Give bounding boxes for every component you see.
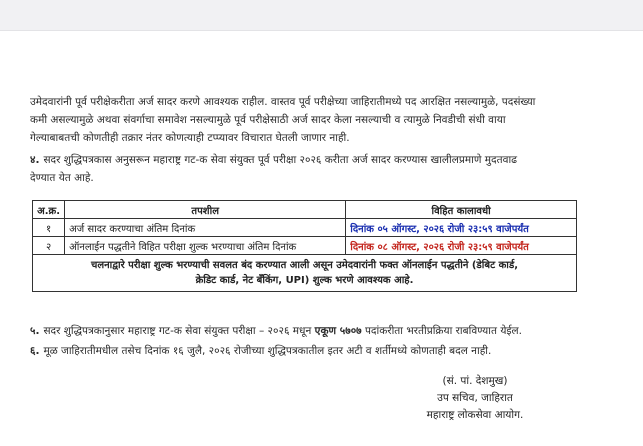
- signatory-office: महाराष्ट्र लोकसेवा आयोग.: [426, 409, 524, 421]
- cell-detail: अर्ज सादर करण्याचा अंतिम दिनांक: [65, 219, 346, 237]
- paragraph-text: सदर शुद्धिपत्रकानुसार महाराष्ट्र गट-क सेवा संयुक्त परीक्षा – २०२६ मधून: [43, 325, 315, 337]
- cell-deadline: दिनांक ०८ ऑगस्ट, २०२६ रोजी २३:५९ वाजेपर्यंत: [346, 237, 577, 255]
- paragraph-line: उमेदवारांनी पूर्व परीक्षेकरीता अर्ज सादर करणे आवश्यक राहील. वास्तव पूर्व परीक्षेच्या जाहिरातीमध्ये पद आरक्षित नसल्यामुळे, पदसंख्या: [30, 96, 536, 108]
- paragraph-line: देण्यात येत आहे.: [30, 172, 94, 184]
- paragraph-text: मूळ जाहिरातीमधील तसेच दिनांक १६ जुलै, २०२६ रोजीच्या शुद्धिपत्रकातील इतर अटी व शर्तीमध्ये कोणताही बदल नाही.: [43, 345, 492, 357]
- signatory-name: (सं. पां. देशमुख): [442, 375, 508, 387]
- total-posts: एकूण ५७०७: [314, 325, 362, 337]
- paragraph-number: ५.: [30, 325, 40, 337]
- cell-detail: ऑनलाईन पद्धतीने विहित परीक्षा शुल्क भरण्याचा अंतिम दिनांक: [65, 237, 346, 255]
- paragraph-text: पदांकरीता भरतीप्रक्रिया राबविण्यात येईल.: [361, 325, 523, 337]
- paragraph-posts: [30, 322, 590, 340]
- header-serial: अ.क्र.: [33, 201, 65, 219]
- cell-serial: २: [33, 237, 65, 255]
- paragraph-line: [30, 151, 590, 169]
- table-header-row: [33, 201, 577, 219]
- paragraph-eligibility: [30, 93, 590, 147]
- table-row: [33, 237, 577, 255]
- signature-block: [400, 373, 550, 424]
- fee-payment-note: [33, 255, 577, 292]
- paragraph-text: सदर शुद्धिपत्रकास अनुसरून महाराष्ट्र गट-क सेवा संयुक्त पूर्व परीक्षा २०२६ करीता अर्ज सादर करण्यास खालीलप्रमाणे मुदतवाढ: [43, 154, 518, 166]
- cell-serial: १: [33, 219, 65, 237]
- header-detail: तपशील: [65, 201, 346, 219]
- table-note-row: [33, 255, 577, 292]
- paragraph-line: गेल्याबाबतची कोणतीही तक्रार नंतर कोणत्याही टप्प्यावर विचारात घेतली जाणार नाही.: [30, 132, 350, 144]
- signatory-designation: उप सचिव, जाहिरात: [437, 392, 513, 404]
- table-row: [33, 219, 577, 237]
- viewer-top-bar: [0, 0, 643, 31]
- paragraph-line: [30, 322, 590, 340]
- paragraph-line: कमी असल्यामुळे अथवा संवर्गाचा समावेश नसल्यामुळे पूर्व परीक्षेसाठी अर्ज सादर केला नसल्याची व त्यामुळे निवडीची संधी वाया: [30, 114, 506, 126]
- cell-deadline: दिनांक ०५ ऑगस्ट, २०२६ रोजी २३:५९ वाजेपर्यंत: [346, 219, 577, 237]
- paragraph-extension: [30, 151, 590, 187]
- paragraph-number: ४.: [30, 154, 40, 166]
- paragraph-no-change: [30, 342, 590, 360]
- header-period: विहित कालावधी: [346, 201, 577, 219]
- note-line: चलनाद्वारे परीक्षा शुल्क भरण्याची सवलत बंद करण्यात आली असून उमेदवारांनी फक्त ऑनलाईन पद्धतीने (डेबिट कार्ड,: [90, 260, 519, 271]
- paragraph-number: ६.: [30, 345, 40, 357]
- paragraph-line: [30, 342, 590, 360]
- document-page: [30, 30, 620, 446]
- schedule-table: [32, 200, 577, 292]
- note-line: क्रेडिट कार्ड, नेट बँकिंग, UPI) शुल्क भरणे आवश्यक आहे.: [195, 275, 414, 286]
